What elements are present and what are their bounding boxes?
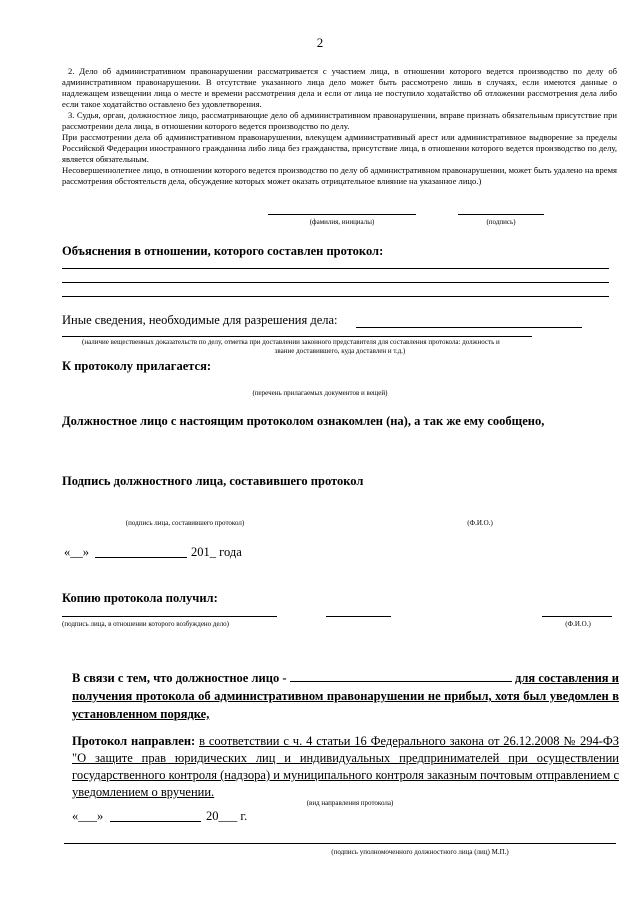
protocol-sent-block [72,733,619,801]
explanation-line[interactable] [62,282,609,283]
signature-line[interactable] [326,616,391,617]
date-day: «__» [64,545,89,559]
signature-line[interactable] [62,616,277,617]
legal-paragraph: Несовершеннолетнее лицо, в отношении которого ведется производство по делу об административном правонарушении, может быть удалено на время рассмотрения обстоятельств дела, обсуждение которых может оказать отрицательное влияние на указанное лицо.) [62,165,617,186]
date2-month-line[interactable] [110,821,201,822]
other-info-line[interactable] [62,336,532,337]
date-year: 201_ года [191,545,242,559]
absence-text: В связи с тем, что должностное лицо - [72,671,287,685]
other-info-caption: звание доставившего, куда доставлен и т.д.) [274,347,406,355]
legal-paragraph: 2. Дело об административном правонарушении рассматривается с участием лица, в отношении которого ведется производство по делу об административном правонарушении. В отсутствие указанного лица дело может быть рассмотрено лишь в случаях, если имеются данные о надлежащем извещении лица о месте и времени рассмотрения дела и если от лица не поступило ходатайство об отложении рассмотрения дела либо если такое ходатайство оставлено без удовлетворения. [62,66,617,109]
legal-paragraph: 3. Судья, орган, должностное лицо, рассматривающие дело об административном правонарушении, вправе признать обязательным присутствие при рассмотрении дела лица, в отношении которого ведется производство по делу. [62,110,617,131]
name-line[interactable] [268,214,416,215]
name-line[interactable] [542,616,612,617]
absence-statement [72,669,619,723]
other-info-line[interactable] [356,327,582,328]
name-caption: (фамилия, инициалы) [309,218,375,226]
final-signature-caption: (подпись уполномоченного должностного лица (лиц) М.П.) [331,848,509,856]
legal-paragraph: При рассмотрении дела об административном правонарушении, влекущем административный арест или административное выдворение за пределы Российской Федерации иностранного гражданина либо лица без гражданства, присутствие лица, в отношении которого ведется производство по делу, является обязательным. [62,132,617,164]
absence-text-underlined: для составления и получения протокола об административном правонарушении не прибыл, хотя был уведомлен в установленном порядке, [72,671,619,721]
copy-received-heading: Копию протокола получил: [62,591,218,605]
other-info-label: Иные сведения, необходимые для разрешения дела: [62,313,338,327]
page-number: 2 [316,35,324,50]
other-info-caption: (наличие вещественных доказательств по делу, отметка при доставлении законного представителя для составления протокола: должность и [82,338,500,346]
copy-name-caption: (Ф.И.О.) [565,620,591,628]
signature-caption: (подпись) [486,218,516,226]
date-month-line[interactable] [95,557,187,558]
legal-notice [62,66,617,187]
explanation-line[interactable] [62,268,609,269]
attachments-heading: К протоколу прилагается: [62,359,212,373]
official-name-blank[interactable] [290,670,512,682]
official-signature-caption: (подпись лица, составившего протокол) [125,519,245,527]
protocol-sent-text: в соответствии с ч. 4 статьи 16 Федерального закона от 26.12.2008 № 294-ФЗ "О защите прав юридических лиц и индивидуальных предпринимателей при осуществлении государственного контроля (надзора) и муниципального контроля заказным почтовым отправлением с уведомлением о вручении. [72,734,620,799]
final-signature-line[interactable] [64,843,616,844]
signature-line[interactable] [458,214,544,215]
attachments-caption: (перечень прилагаемых документов и вещей) [252,389,388,397]
explanation-line[interactable] [62,296,609,297]
date2-year: 20___ г. [206,809,248,823]
official-signature-heading: Подпись должностного лица, составившего протокол [62,474,364,488]
protocol-sent-label: Протокол направлен: [72,734,196,748]
copy-sign-caption: (подпись лица, в отношении которого возбуждено дело) [62,620,229,628]
acquainted-statement: Должностное лицо с настоящим протоколом ознакомлен (на), а так же ему сообщено, [62,414,545,428]
delivery-method-caption: (вид направления протокола) [306,799,394,807]
date2-day: «___» [72,809,104,823]
official-name-caption: (Ф.И.О.) [467,519,493,527]
explanations-heading: Объяснения в отношении, которого составлен протокол: [62,244,384,258]
